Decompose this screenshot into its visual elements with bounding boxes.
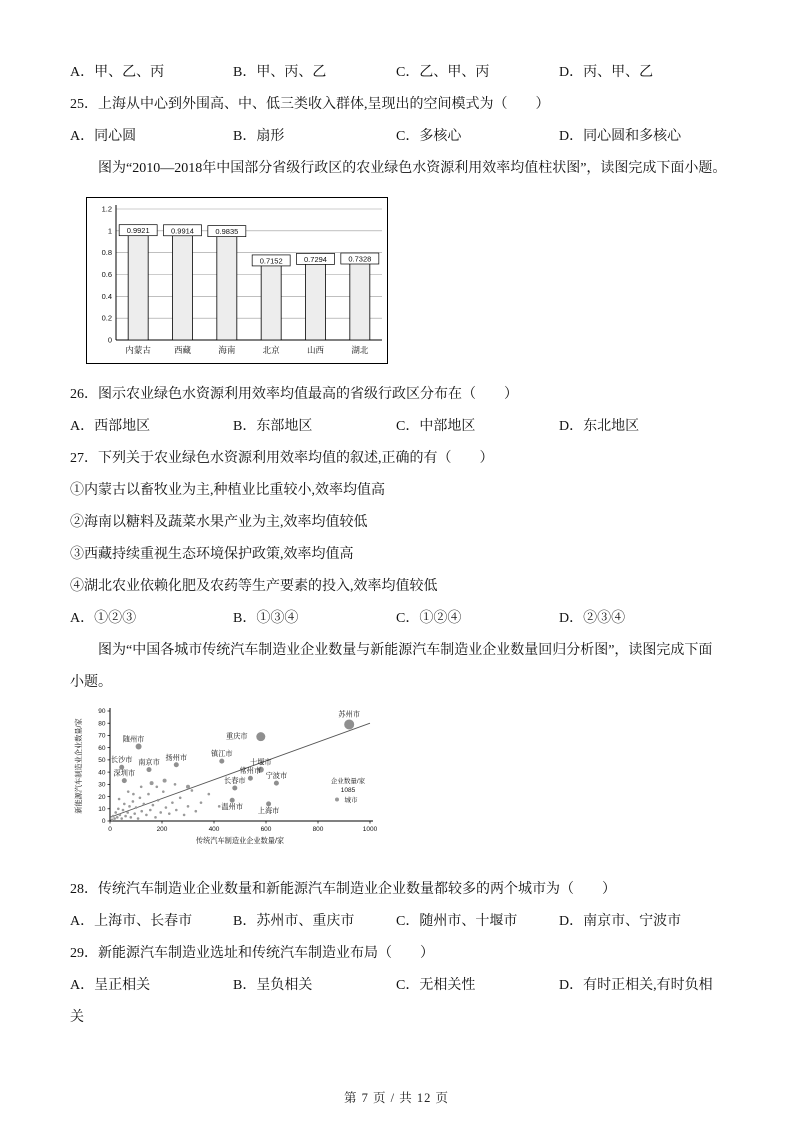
option-a: A．同心圆: [70, 129, 137, 144]
data-point: [132, 800, 135, 803]
city-label: 温州市: [221, 802, 243, 812]
data-point: [187, 805, 190, 808]
data-point: [150, 781, 154, 785]
x-tick-label: 400: [208, 826, 220, 833]
y-tick-label: 1: [107, 226, 112, 236]
data-point: [128, 805, 131, 808]
option-c: C．乙、甲、丙: [396, 65, 490, 80]
scatter-chart-svg: [72, 703, 386, 861]
city-point: [256, 732, 265, 741]
scatter-chart-intro: 图为“中国各城市传统汽车制造业企业数量与新能源汽车制造业企业数量回归分析图”，读图完成下面小题。: [70, 643, 713, 690]
option-b: B．东部地区: [233, 419, 313, 434]
y-tick-label: 0.2: [101, 313, 112, 323]
option-b: B．甲、丙、乙: [233, 65, 327, 80]
question-28-stem: 28．传统汽车制造业企业数量和新能源汽车制造业企业数量都较多的两个城市为（ ）: [70, 882, 616, 897]
option-d: D．南京市、宁波市: [559, 914, 682, 929]
bar: [261, 262, 281, 340]
bar-chart-svg: [86, 197, 388, 364]
value-label: 0.9914: [171, 226, 194, 236]
x-tick-label: 0: [108, 826, 112, 833]
city-point: [136, 743, 142, 749]
city-label: 重庆市: [226, 731, 248, 741]
question-27-options: [70, 603, 723, 635]
data-point: [168, 812, 171, 815]
data-point: [137, 817, 140, 820]
legend-title: 企业数量/家: [330, 778, 366, 785]
data-point: [162, 790, 165, 793]
data-point: [179, 796, 182, 799]
city-label: 长春市: [224, 776, 246, 785]
category-label: 西藏: [173, 345, 192, 355]
data-point: [174, 783, 177, 786]
data-point: [159, 811, 162, 814]
y-tick-label: 50: [98, 757, 106, 765]
question-25-options: [70, 121, 723, 153]
city-point: [174, 762, 179, 767]
option-b: B．扇形: [233, 129, 285, 144]
city-label: 扬州市: [165, 752, 188, 762]
data-point: [143, 803, 146, 806]
city-point: [122, 778, 127, 783]
y-tick-label: 60: [98, 744, 106, 752]
data-point: [113, 817, 116, 820]
category-label: 内蒙古: [125, 345, 151, 355]
option-c: C．多核心: [396, 129, 462, 144]
data-point: [154, 816, 157, 819]
data-point: [195, 810, 198, 813]
data-point: [123, 803, 126, 806]
data-point: [175, 809, 178, 812]
option-d: D．②③④: [559, 611, 626, 626]
data-point: [124, 815, 127, 818]
option-b: B．呈负相关: [233, 978, 313, 993]
city-point: [147, 767, 152, 772]
question-27-item-3: ③西藏持续重视生态环境保护政策,效率均值高: [70, 547, 354, 562]
data-point: [157, 799, 160, 802]
option-c: C．无相关性: [396, 978, 476, 993]
bar: [306, 260, 326, 340]
question-26-stem: 26．图示农业绿色水资源利用效率均值最高的省级行政区分布在（ ）: [70, 387, 518, 402]
data-point: [218, 805, 221, 808]
bar: [350, 260, 370, 340]
y-tick-label: 0.8: [101, 248, 112, 258]
city-point: [344, 719, 354, 729]
option-d: D．东北地区: [559, 419, 640, 434]
bar-chart: [86, 197, 723, 369]
bar: [217, 233, 237, 340]
category-label: 海南: [218, 345, 236, 355]
x-axis-label: 传统汽车制造业企业数量/家: [195, 836, 285, 845]
option-c: C．随州市、十堰市: [396, 914, 518, 929]
data-point: [132, 793, 135, 796]
page-footer: 第 7 页 / 共 12 页: [344, 1091, 449, 1105]
city-label: 上海市: [257, 805, 280, 815]
option-c: C．①②④: [396, 611, 462, 626]
data-point: [111, 818, 114, 821]
city-point: [274, 781, 279, 786]
legend-size-value: 1085: [340, 787, 356, 794]
y-tick-label: 80: [98, 720, 106, 728]
category-label: 山西: [306, 345, 325, 355]
value-label: 0.7152: [259, 256, 283, 266]
option-d: D．有时正相关,有时负相关: [70, 978, 713, 1025]
question-29-stem: 29．新能源汽车制造业选址和传统汽车制造业布局（ ）: [70, 946, 434, 961]
y-tick-label: 20: [98, 793, 106, 801]
question-27-item-1: ①内蒙古以畜牧业为主,种植业比重较小,效率均值高: [70, 483, 385, 498]
x-tick-label: 200: [156, 826, 168, 833]
question-26-options: [70, 411, 723, 443]
data-point: [183, 814, 186, 817]
city-point: [248, 776, 253, 781]
y-tick-label: 1.2: [101, 204, 112, 214]
value-label: 0.9835: [215, 227, 239, 237]
bar: [173, 232, 193, 340]
option-a: A．呈正相关: [70, 978, 151, 993]
city-label: 镇江市: [211, 749, 233, 759]
data-point: [140, 785, 143, 788]
data-point: [114, 811, 117, 814]
question-27-item-4: ④湖北农业依赖化肥及农药等生产要素的投入,效率均值较低: [70, 579, 438, 594]
data-point: [127, 790, 130, 793]
city-label: 常州市: [239, 766, 262, 776]
question-24-options: [70, 57, 723, 89]
option-b: B．①③④: [233, 611, 299, 626]
data-point: [118, 798, 121, 801]
bar-chart-intro: 图为“2010—2018年中国部分省级行政区的农业绿色水资源利用效率均值柱状图”，读图完成下面小题。: [98, 161, 727, 176]
question-27-item-2: ②海南以糖料及蔬菜水果产业为主,效率均值较低: [70, 515, 368, 530]
option-c: C．中部地区: [396, 419, 476, 434]
data-point: [116, 816, 119, 819]
bar: [128, 232, 148, 340]
data-point: [120, 817, 123, 820]
y-axis-label: 新能源汽车制造业企业数量/家: [74, 718, 83, 814]
city-point: [219, 759, 224, 764]
y-tick-label: 40: [98, 769, 106, 777]
data-point: [139, 796, 142, 799]
city-label: 十堰市: [250, 757, 272, 767]
data-point: [152, 804, 155, 807]
y-tick-label: 10: [98, 805, 106, 813]
option-a: A．①②③: [70, 611, 137, 626]
option-a: A．西部地区: [70, 419, 151, 434]
city-label: 随州市: [122, 734, 145, 744]
y-tick-label: 90: [98, 708, 106, 716]
option-d: D．同心圆和多核心: [559, 129, 682, 144]
y-tick-label: 0: [107, 335, 112, 345]
option-b: B．苏州市、重庆市: [233, 914, 355, 929]
x-tick-label: 600: [260, 826, 272, 833]
data-point: [163, 779, 167, 783]
data-point: [117, 807, 120, 810]
data-point: [165, 806, 168, 809]
data-point: [191, 789, 194, 792]
data-point: [135, 806, 138, 809]
y-tick-label: 70: [98, 732, 106, 740]
option-d: D．丙、甲、乙: [559, 65, 654, 80]
data-point: [200, 801, 203, 804]
data-point: [130, 816, 133, 819]
question-27-stem: 27．下列关于农业绿色水资源利用效率均值的叙述,正确的有（ ）: [70, 451, 494, 466]
scatter-chart: [72, 703, 723, 866]
legend-marker-icon: [335, 798, 339, 802]
value-label: 0.7328: [348, 254, 372, 264]
data-point: [171, 801, 174, 804]
data-point: [186, 785, 190, 789]
category-label: 北京: [262, 345, 280, 355]
value-label: 0.9921: [126, 226, 150, 236]
data-point: [133, 812, 136, 815]
city-label: 宁波市: [265, 771, 288, 781]
data-point: [119, 814, 122, 817]
y-tick-label: 0.4: [101, 291, 112, 301]
category-label: 湖北: [351, 345, 369, 355]
data-point: [208, 793, 211, 796]
data-point: [112, 815, 115, 818]
data-point: [126, 811, 129, 814]
data-point: [145, 814, 148, 817]
city-label: 深圳市: [113, 768, 136, 778]
data-point: [156, 785, 159, 788]
city-label: 南京市: [138, 757, 160, 767]
city-label: 长沙市: [110, 755, 133, 765]
city-point: [232, 786, 237, 791]
question-25-stem: 25．上海从中心到外围高、中、低三类收入群体,呈现出的空间模式为（ ）: [70, 97, 550, 112]
data-point: [140, 810, 143, 813]
data-point: [147, 793, 150, 796]
x-tick-label: 800: [312, 826, 324, 833]
question-28-options: [70, 906, 723, 938]
option-a: A．甲、乙、丙: [70, 65, 165, 80]
data-point: [122, 809, 125, 812]
option-a: A．上海市、长春市: [70, 914, 193, 929]
data-point: [149, 809, 152, 812]
y-tick-label: 0: [101, 818, 106, 826]
x-tick-label: 1000: [362, 826, 378, 833]
y-tick-label: 0.6: [101, 270, 112, 279]
value-label: 0.7294: [304, 254, 327, 264]
city-label: 苏州市: [338, 709, 360, 719]
question-29-options: [70, 970, 723, 1034]
legend-marker-label: 城市: [344, 797, 358, 804]
y-tick-label: 30: [98, 781, 106, 789]
